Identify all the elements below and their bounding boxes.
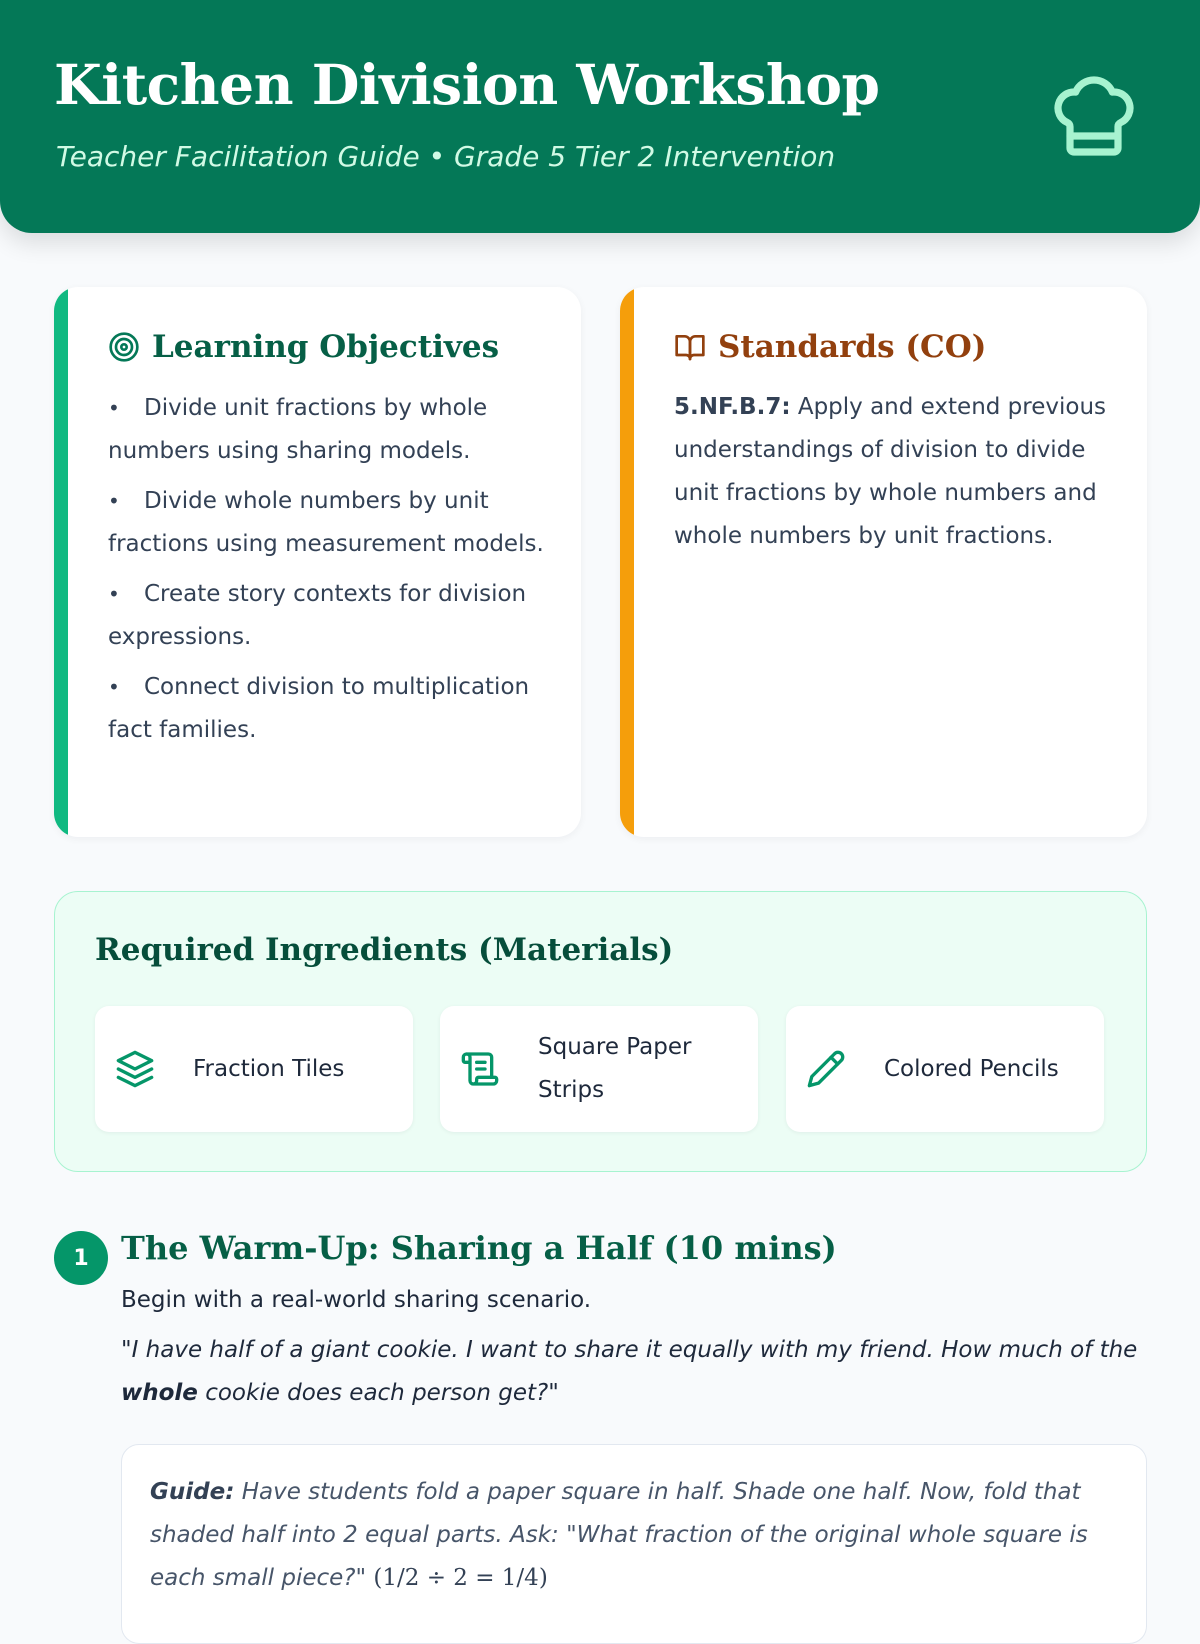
guide-label: Guide:: [150, 1479, 235, 1505]
standards-heading: [674, 329, 986, 365]
material-label: Fraction Tiles: [193, 1055, 345, 1082]
teacher-guide-box: [121, 1444, 1147, 1644]
standards-card: [620, 287, 1147, 837]
card-accent-bar: [620, 287, 634, 837]
step-number-badge: 1: [54, 1231, 108, 1285]
page-subtitle: Teacher Facilitation Guide • Grade 5 Tier 2 Intervention: [56, 140, 836, 173]
materials-panel: [54, 891, 1147, 1172]
chef-hat-icon: [1046, 68, 1142, 164]
standard-text: Apply and extend previous understandings of division to divide unit fractions by whole numbers and whole numbers by unit fractions.: [674, 394, 1107, 549]
standard-description: [674, 386, 1114, 558]
list-item: • Connect division to multiplication fact families.: [108, 674, 530, 743]
material-item: [786, 1006, 1104, 1132]
material-label: Colored Pencils: [884, 1055, 1059, 1082]
step-intro: Begin with a real-world sharing scenario.: [121, 1287, 592, 1313]
page-header: [0, 0, 1200, 233]
list-item: • Divide whole numbers by unit fractions using measurement models.: [108, 488, 544, 557]
material-item: [95, 1006, 413, 1132]
step-quote: "I have half of a giant cookie. I want to share it equally with my friend. How much of the whole cookie does each person get?": [121, 1337, 1138, 1406]
target-icon: [108, 331, 140, 363]
list-item: • Divide unit fractions by whole numbers using sharing models.: [108, 395, 488, 464]
learning-objectives-heading: [108, 329, 499, 365]
scroll-icon: [460, 1049, 500, 1089]
standards-title: Standards (CO): [718, 329, 987, 365]
material-label: Square Paper Strips: [538, 1034, 692, 1103]
objectives-list: [108, 387, 548, 759]
material-item: [440, 1006, 758, 1132]
learning-objectives-card: [54, 287, 581, 837]
materials-title: Required Ingredients (Materials): [95, 932, 674, 968]
book-open-icon: [674, 331, 706, 363]
page-title: Kitchen Division Workshop: [54, 52, 880, 117]
card-accent-bar: [54, 287, 68, 837]
pencil-icon: [806, 1049, 846, 1089]
standard-code: 5.NF.B.7:: [674, 394, 791, 420]
list-item: • Create story contexts for division expressions.: [108, 581, 527, 650]
learning-objectives-title: Learning Objectives: [152, 329, 500, 365]
step-title: The Warm-Up: Sharing a Half (10 mins): [121, 1229, 837, 1267]
layers-icon: [115, 1049, 155, 1089]
guide-text: Guide: Have students fold a paper square in half. Shade one half. Now, fold that shaded half into 2 equal parts. Ask: "What fraction of the original whole square is each small piece?" (1/2 ÷ 2 = 1/4): [150, 1479, 1088, 1591]
guide-math-expression: (1/2 ÷ 2 = 1/4): [373, 1565, 548, 1591]
